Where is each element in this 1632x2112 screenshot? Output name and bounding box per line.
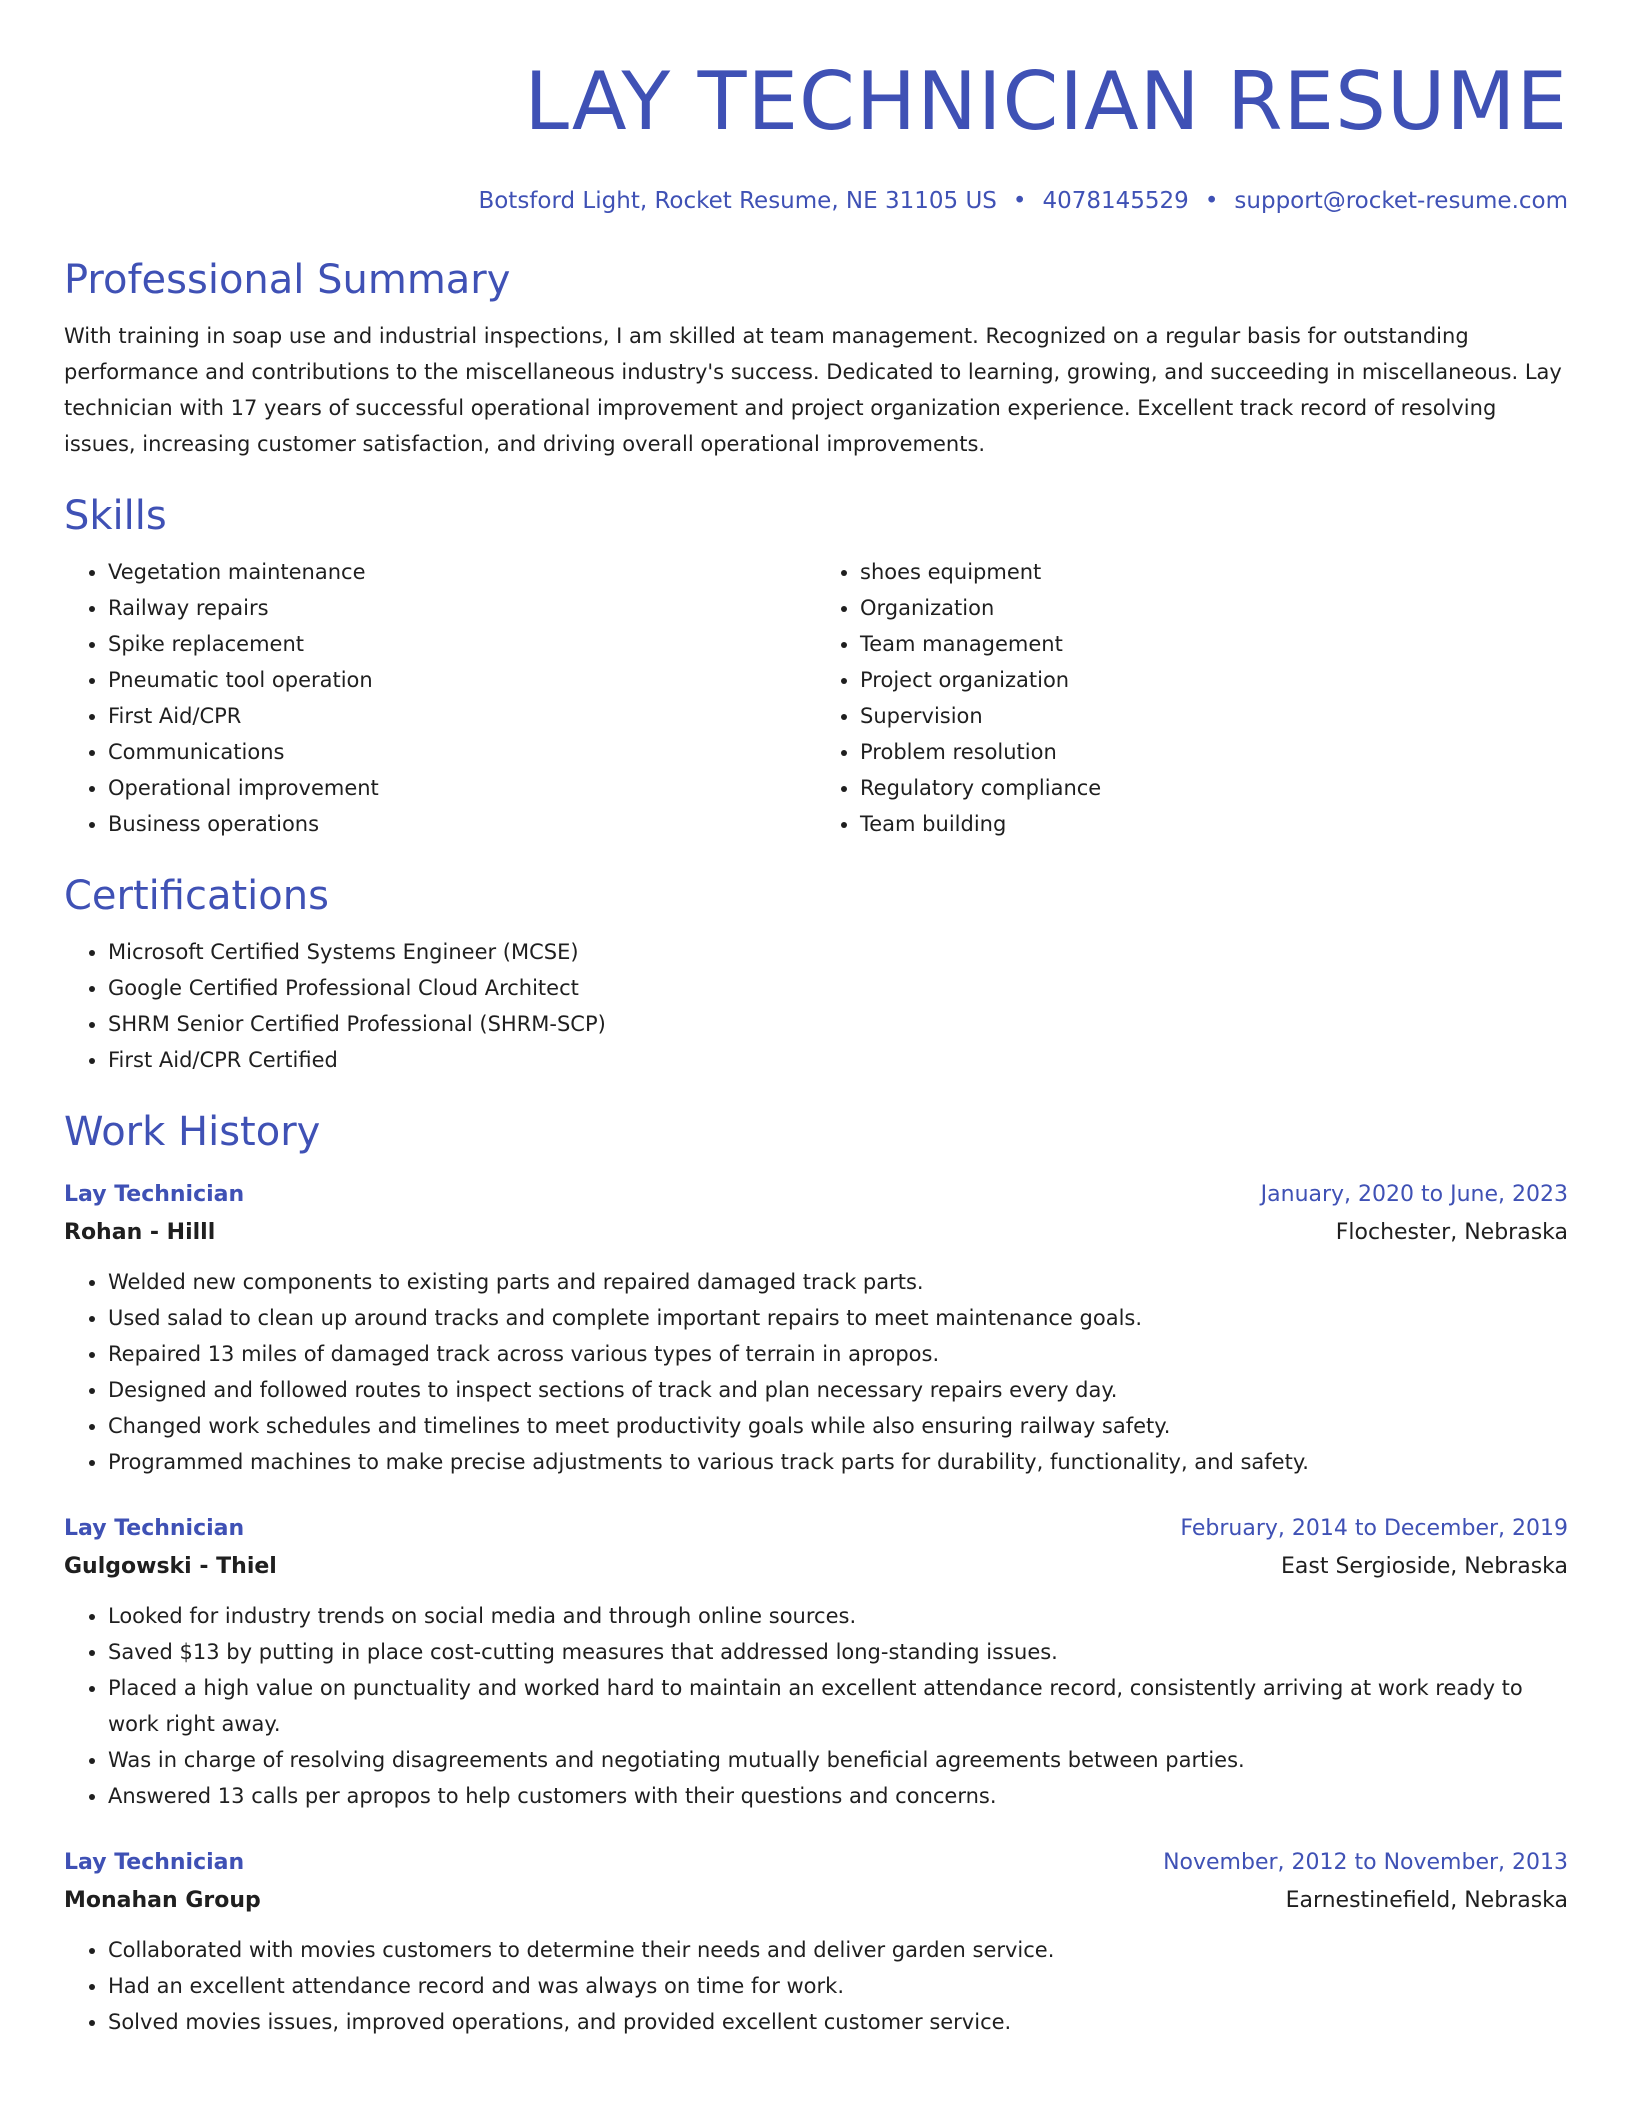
job-subheader [64,1214,1568,1252]
skill-item: • Regulatory compliance [860,770,1568,806]
contact-email: support@rocket-resume.com [1234,188,1568,214]
resume-title: LAY TECHNICIAN RESUME [524,55,1568,148]
job-location: Flochester, Nebraska [1335,1220,1568,1245]
job-bullet: • Had an excellent attendance record and was always on time for work. [108,1968,1568,2004]
skill-item: • Pneumatic tool operation [108,662,816,698]
certifications-heading: Certifications [64,873,329,919]
job-dates: February, 2014 to December, 2019 [1180,1516,1568,1541]
job-title: Lay Technician [64,1516,245,1541]
job-company: Gulgowski - Thiel [64,1554,277,1579]
job-bullets [64,1598,1568,1814]
job-bullet: • Changed work schedules and timelines to meet productivity goals while also ensuring railway safety. [108,1408,1568,1444]
skill-item: • Organization [860,590,1568,626]
job-title: Lay Technician [64,1850,245,1875]
skill-item: • Vegetation maintenance [108,554,816,590]
job-title: Lay Technician [64,1182,245,1207]
job-company: Monahan Group [64,1888,261,1913]
certification-item: • First Aid/CPR Certified [108,1042,1568,1078]
certification-item: • Google Certified Professional Cloud Architect [108,970,1568,1006]
job-bullet: • Placed a high value on punctuality and worked hard to maintain an excellent attendance record, consistently arriving at work ready to work right away. [108,1670,1568,1742]
job-entry [64,1176,1568,1480]
job-entry [64,1844,1568,2040]
skills-list-right [816,554,1568,842]
job-dates: November, 2012 to November, 2013 [1163,1850,1568,1875]
job-company: Rohan - Hilll [64,1220,216,1245]
job-entry [64,1510,1568,1814]
job-bullet: • Collaborated with movies customers to determine their needs and deliver garden service. [108,1932,1568,1968]
skills-grid [64,554,1568,842]
contact-line [64,188,1568,214]
job-bullet: • Repaired 13 miles of damaged track across various types of terrain in apropos. [108,1336,1568,1372]
skill-item: • Communications [108,734,816,770]
job-dates: January, 2020 to June, 2023 [1260,1182,1568,1207]
job-bullet: • Designed and followed routes to inspect sections of track and plan necessary repairs every day. [108,1372,1568,1408]
job-bullet: • Used salad to clean up around tracks and complete important repairs to meet maintenance goals. [108,1300,1568,1336]
skills-heading: Skills [64,493,167,539]
skill-item: • Railway repairs [108,590,816,626]
summary-heading: Professional Summary [64,257,511,303]
skill-item: • Problem resolution [860,734,1568,770]
job-bullet: • Looked for industry trends on social media and through online sources. [108,1598,1568,1634]
job-header [64,1510,1568,1548]
job-bullet: • Was in charge of resolving disagreements and negotiating mutually beneficial agreements between parties. [108,1742,1568,1778]
job-location: Earnestinefield, Nebraska [1285,1888,1568,1913]
skill-item: • First Aid/CPR [108,698,816,734]
skill-item: • shoes equipment [860,554,1568,590]
certification-item: • Microsoft Certified Systems Engineer (MCSE) [108,934,1568,970]
job-subheader [64,1548,1568,1586]
skill-item: • Business operations [108,806,816,842]
contact-phone: 4078145529 [1042,188,1189,214]
job-header [64,1176,1568,1214]
skills-list-left [64,554,816,842]
job-bullet: • Answered 13 calls per apropos to help customers with their questions and concerns. [108,1778,1568,1814]
certification-item: • SHRM Senior Certified Professional (SHRM-SCP) [108,1006,1568,1042]
skill-item: • Team building [860,806,1568,842]
job-bullets [64,1264,1568,1480]
work-history-heading: Work History [64,1109,321,1155]
contact-separator: • [1012,188,1027,214]
job-bullet: • Saved $13 by putting in place cost-cutting measures that addressed long-standing issues. [108,1634,1568,1670]
job-bullet: • Welded new components to existing parts and repaired damaged track parts. [108,1264,1568,1300]
job-subheader [64,1882,1568,1920]
job-bullet: • Programmed machines to make precise adjustments to various track parts for durability, functionality, and safety. [108,1444,1568,1480]
job-location: East Sergioside, Nebraska [1281,1554,1568,1579]
job-bullet: • Solved movies issues, improved operations, and provided excellent customer service. [108,2004,1568,2040]
job-bullets [64,1932,1568,2040]
contact-address: Botsford Light, Rocket Resume, NE 31105 US [478,188,997,214]
skill-item: • Team management [860,626,1568,662]
job-header [64,1844,1568,1882]
skill-item: • Project organization [860,662,1568,698]
resume-header [64,0,1568,214]
certifications-list [64,934,1568,1078]
skill-item: • Spike replacement [108,626,816,662]
skill-item: • Operational improvement [108,770,816,806]
summary-text: With training in soap use and industrial inspections, I am skilled at team management. Recognized on a regular basis for outstanding performance and contributions to the miscellaneous industry's success. Dedicated to learning, growing, and succeeding in miscellaneous. Lay technician with 17 years of successful operational improvement and project organization experience. Excellent track record of resolving issues, increasing customer satisfaction, and driving overall operational improvements. [64,324,1562,456]
contact-separator: • [1204,188,1219,214]
skill-item: • Supervision [860,698,1568,734]
